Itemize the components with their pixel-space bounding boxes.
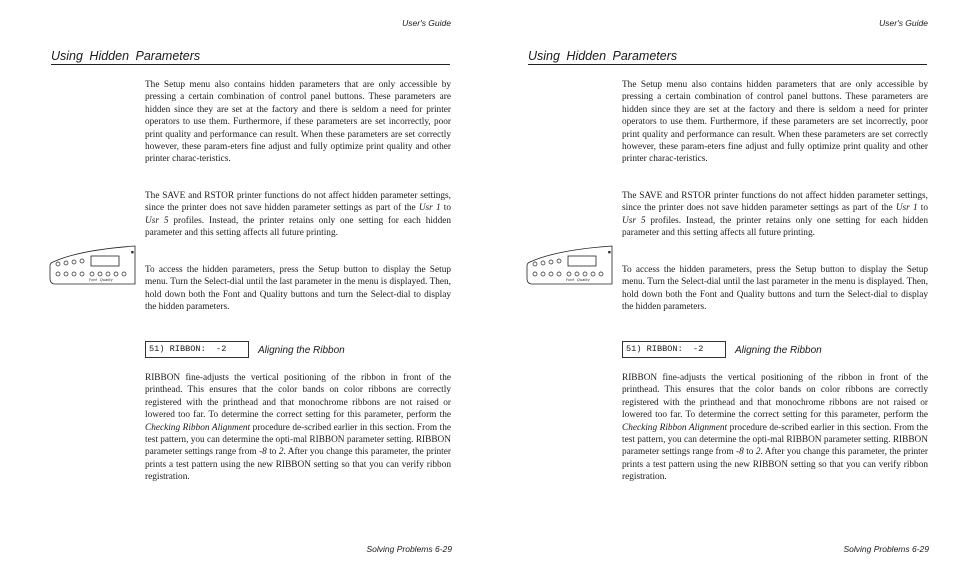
running-header: User's Guide xyxy=(402,18,451,28)
paragraph-ribbon: RIBBON fine-adjusts the vertical positioning of the ribbon in front of the printhead. This ensures that the color bands on color ribbons are correctly registered with the printhead and that monochrome ribbons are not raised or lowered too far. To determine the correct setting for this parameter, perform the Checking Ribbon Alignment procedure de-scribed earlier in this section. From the test pattern, you can determine the opti-mal RIBBON parameter setting. RIBBON parameter settings range from -8 to 2. After you change this parameter, the printer prints a test pattern using the new RIBBON setting so that you can verify ribbon registration. xyxy=(622,373,928,483)
svg-text:Quality: Quality xyxy=(577,278,590,282)
lcd-display: 51) RIBBON: -2 xyxy=(622,341,726,358)
control-panel-icon xyxy=(49,244,137,288)
lcd-caption: Aligning the Ribbon xyxy=(258,345,345,356)
page-footer: Solving Problems 6-29 xyxy=(843,544,929,554)
svg-text:Font: Font xyxy=(566,278,574,282)
paragraph-save-rstor: The SAVE and RSTOR printer functions do not affect hidden parameter settings, since the printer does not save hidden parameter settings as part of the Usr 1 to Usr 5 profiles. Instead, the printer retains only one setting for each hidden parameter and this setting affects all future printing. xyxy=(145,191,451,239)
page-footer: Solving Problems 6-29 xyxy=(366,544,452,554)
paragraph-access-hidden: To access the hidden parameters, press the Setup button to display the Setup menu. Turn the Select-dial until the last parameter in the menu is displayed. Then, hold down both the Font and Quality buttons and turn the Select-dial to display the hidden parameters. xyxy=(622,265,928,313)
svg-text:■: ■ xyxy=(608,250,611,254)
paragraph-intro: The Setup menu also contains hidden parameters that are only accessible by pressing a certain combination of control panel buttons. These parameters are hidden since they are set at the factory and there is seldom a need for printer operators to use them. Furthermore, if these parameters are set incorrectly, poor print quality and performance can result. When these parameters are set correctly however, these param-eters fine adjust and fully optimize print quality and other printer charac-teristics. xyxy=(145,80,451,165)
lcd-display: 51) RIBBON: -2 xyxy=(145,341,249,358)
paragraph-save-rstor: The SAVE and RSTOR printer functions do not affect hidden parameter settings, since the printer does not save hidden parameter settings as part of the Usr 1 to Usr 5 profiles. Instead, the printer retains only one setting for each hidden parameter and this setting affects all future printing. xyxy=(622,191,928,239)
running-header: User's Guide xyxy=(879,18,928,28)
svg-text:Font: Font xyxy=(89,278,97,282)
control-panel-icon xyxy=(526,244,614,288)
section-title: Using Hidden Parameters xyxy=(51,49,450,65)
paragraph-access-hidden: To access the hidden parameters, press the Setup button to display the Setup menu. Turn the Select-dial until the last parameter in the menu is displayed. Then, hold down both the Font and Quality buttons and turn the Select-dial to display the hidden parameters. xyxy=(145,265,451,313)
section-title: Using Hidden Parameters xyxy=(528,49,927,65)
paragraph-ribbon: RIBBON fine-adjusts the vertical positioning of the ribbon in front of the printhead. This ensures that the color bands on color ribbons are correctly registered with the printhead and that monochrome ribbons are not raised or lowered too far. To determine the correct setting for this parameter, perform the Checking Ribbon Alignment procedure de-scribed earlier in this section. From the test pattern, you can determine the opti-mal RIBBON parameter setting. RIBBON parameter settings range from -8 to 2. After you change this parameter, the printer prints a test pattern using the new RIBBON setting so that you can verify ribbon registration. xyxy=(145,373,451,483)
paragraph-intro: The Setup menu also contains hidden parameters that are only accessible by pressing a certain combination of control panel buttons. These parameters are hidden since they are set at the factory and there is seldom a need for printer operators to use them. Furthermore, if these parameters are set incorrectly, poor print quality and performance can result. When these parameters are set correctly however, these param-eters fine adjust and fully optimize print quality and other printer charac-teristics. xyxy=(622,80,928,165)
lcd-caption: Aligning the Ribbon xyxy=(735,345,822,356)
svg-text:Quality: Quality xyxy=(100,278,113,282)
svg-text:■: ■ xyxy=(131,250,134,254)
page-right xyxy=(477,0,954,580)
